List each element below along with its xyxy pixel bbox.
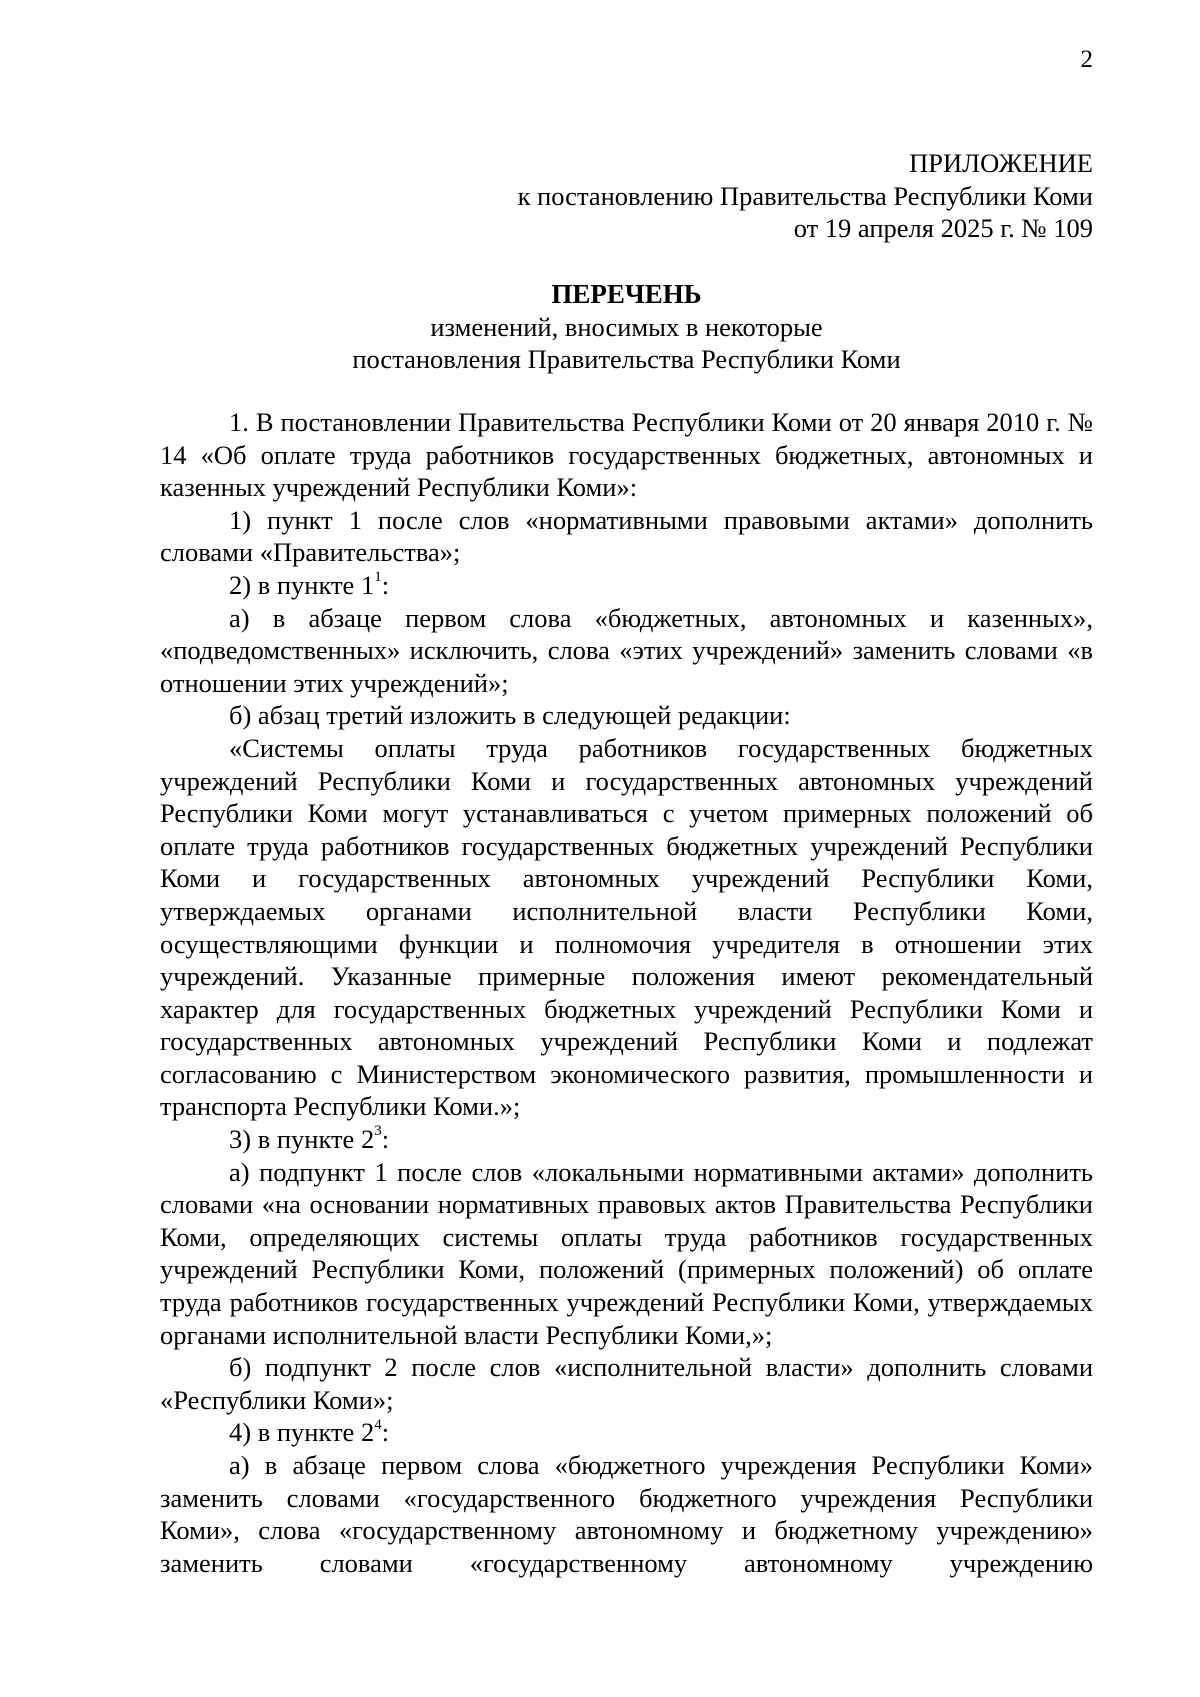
paragraph-7 xyxy=(160,1123,1093,1156)
appendix-block xyxy=(300,147,1093,245)
paragraph-10-text: 4) в пункте 2 xyxy=(229,1417,375,1448)
paragraph-3 xyxy=(160,569,1093,602)
paragraph-1: 1. В постановлении Правительства Республики Коми от 20 января 2010 г. № 14 «Об оплате труда работников государственных бюджетных, автономных и казенных учреждений Республики Коми»: xyxy=(160,407,1093,503)
heading-line-1: изменений, вносимых в некоторые xyxy=(430,311,823,342)
paragraph-8: а) подпункт 1 после слов «локальными нормативными актами» дополнить словами «на основании нормативных правовых актов Правительства Республики Коми, определяющих системы оплаты труда работников государственных учреждений Республики Коми, положений (примерных положений) об оплате труда работников государственных учреждений Республики Коми, утверждаемых органами исполнительной власти Республики Коми,»; xyxy=(160,1156,1093,1350)
appendix-line-1: к постановлению Правительства Республики Коми xyxy=(517,180,1093,211)
paragraph-10-sup: 4 xyxy=(374,1416,382,1433)
paragraph-9: б) подпункт 2 после слов «исполнительной власти» дополнить словами «Республики Коми»; xyxy=(160,1352,1093,1415)
paragraph-7-sup: 3 xyxy=(374,1123,382,1140)
paragraph-4: а) в абзаце первом слова «бюджетных, автономных и казенных», «подведомственных» исключить, слова «этих учреждений» заменить словами «в отношении этих учреждений»; xyxy=(160,602,1093,698)
document-heading xyxy=(160,278,1093,376)
paragraph-7-tail: : xyxy=(381,1124,390,1155)
paragraph-7-text: 3) в пункте 2 xyxy=(229,1124,375,1155)
appendix-title: ПРИЛОЖЕНИЕ xyxy=(909,148,1093,178)
document-body xyxy=(160,406,1093,1579)
heading-line-2: постановления Правительства Республики Коми xyxy=(352,344,901,374)
paragraph-2: 1) пункт 1 после слов «нормативными правовыми актами» дополнить словами «Правительства»; xyxy=(160,504,1093,568)
paragraph-10-tail: : xyxy=(381,1417,390,1448)
paragraph-10 xyxy=(160,1416,1093,1449)
heading-title: ПЕРЕЧЕНЬ xyxy=(551,279,702,309)
paragraph-6: «Системы оплаты труда работников государственных бюджетных учреждений Республики Коми и государственных автономных учреждений Республики Коми могут устанавливаться с учетом примерных положений об оплате труда работников государственных бюджетных учреждений Республики Коми и государственных автономных учреждений Республики Коми, утверждаемых органами исполнительной власти Республики Коми, осуществляющими функции и полномочия учредителя в отношении этих учреждений. Указанные примерные положения имеют рекомендательный характер для государственных бюджетных учреждений Республики Коми и государственных автономных учреждений Республики Коми и подлежат согласованию с Министерством экономического развития, промышленности и транспорта Республики Коми.»; xyxy=(160,732,1093,1122)
appendix-line-2: от 19 апреля 2025 г. № 109 xyxy=(793,213,1093,243)
paragraph-3-tail: : xyxy=(381,569,390,600)
paragraph-3-text: 2) в пункте 1 xyxy=(229,569,375,600)
paragraph-11: а) в абзаце первом слова «бюджетного учреждения Республики Коми» заменить словами «государственного бюджетного учреждения Республики Коми», слова «государственному автономному и бюджетному учреждению» заменить словами «государственному автономному учреждению xyxy=(160,1450,1093,1578)
page-number: 2 xyxy=(1080,46,1093,73)
paragraph-3-sup: 1 xyxy=(374,569,382,586)
paragraph-5: б) абзац третий изложить в следующей редакции: xyxy=(229,700,791,731)
